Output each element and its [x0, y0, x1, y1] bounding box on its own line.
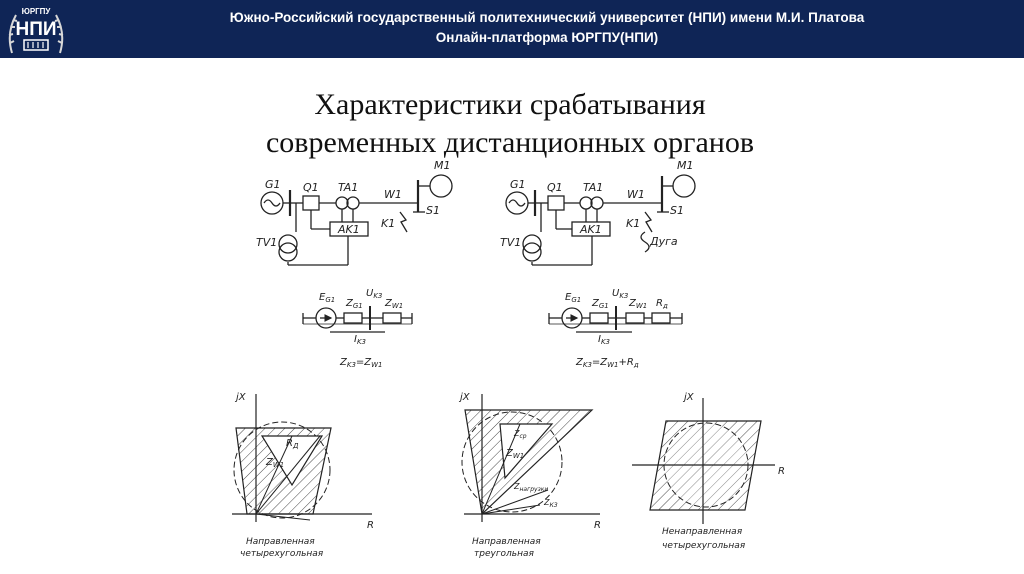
- svg-text:jX: jX: [460, 392, 470, 403]
- svg-text:IK3: $I_{K3}$: [354, 334, 366, 346]
- svg-text:Zнагрузки: $Z_{нагрузки}$: [514, 482, 549, 493]
- label-tv1: TV1: [256, 236, 278, 249]
- svg-text:R: R: [594, 520, 601, 531]
- label-g1: G1: [510, 178, 526, 191]
- label-g1: G1: [265, 178, 281, 191]
- label-m1: M1: [677, 159, 694, 172]
- label-q1: Q1: [547, 181, 563, 194]
- axis-x-label: R: [367, 520, 374, 531]
- svg-text:EG1: $E_{G1}$: [319, 292, 336, 304]
- label-ak1: AK1: [580, 223, 602, 236]
- svg-text:EG1: $E_{G1}$: [565, 292, 582, 304]
- svg-text:ZG1: $Z_{G1}$: [592, 298, 609, 310]
- characteristic-directional-quadrilateral: [232, 394, 372, 522]
- svg-text:треугольная: треугольная: [474, 549, 534, 559]
- label-ta1: TA1: [338, 181, 359, 194]
- svg-text:R: R: [778, 466, 785, 477]
- svg-text:четырехугольная: четырехугольная: [662, 541, 746, 551]
- svg-text:Направленная: Направленная: [472, 537, 541, 547]
- characteristic-directional-triangular: [462, 394, 600, 522]
- slide-title-line-2: современных дистанционных органов: [265, 126, 755, 159]
- logo-text-top: ЮРГПУ: [21, 7, 51, 16]
- svg-text:ZG1: $Z_{G1}$: [346, 298, 363, 310]
- header-university-name: Южно-Российский государственный политехнический университет (НПИ) имени М.И. Платова: [229, 10, 865, 25]
- svg-text:UK3: $U_{K3}$: [366, 288, 383, 300]
- label-arc: Дуга: [650, 235, 678, 248]
- svg-text:ZW1: $Z_{W1}$: [629, 298, 648, 310]
- svg-text:Rд: $R_д$: [656, 298, 668, 310]
- svg-text:Zср: $Z_{ср}$: [514, 429, 527, 440]
- slide-title-line-1: Характеристики срабатывания: [314, 88, 706, 121]
- label-s1: S1: [426, 204, 440, 217]
- label-q1: Q1: [303, 181, 319, 194]
- caption-line-2: четырехугольная: [240, 549, 324, 559]
- svg-text:ZКЗ: $Z_{КЗ}$: [544, 498, 558, 509]
- header-platform-name: Онлайн-платформа ЮРГПУ(НПИ): [435, 30, 659, 45]
- label-k1: K1: [626, 217, 641, 230]
- label-ta1: TA1: [583, 181, 604, 194]
- svg-text:ZW1: $Z_{W1}$: [506, 448, 525, 460]
- svg-text:UK3: $U_{K3}$: [612, 288, 629, 300]
- label-m1: M1: [434, 159, 451, 172]
- label-w1: W1: [384, 188, 402, 201]
- label-s1: S1: [670, 204, 684, 217]
- caption-line-1: Направленная: [246, 537, 315, 547]
- axis-y-label: jX: [236, 392, 246, 403]
- label-ak1: AK1: [338, 223, 360, 236]
- formula-right: $Z_{K3}=Z_{W1}+R_д$: [576, 357, 639, 369]
- label-w1: W1: [627, 188, 645, 201]
- logo-text-main: НПИ: [15, 19, 57, 40]
- svg-text:ZW1: $Z_{W1}$: [266, 457, 285, 469]
- characteristic-nondirectional-quadrilateral: [632, 398, 775, 524]
- svg-text:IK3: $I_{K3}$: [598, 334, 610, 346]
- svg-text:Ненаправленная: Ненаправленная: [662, 527, 743, 537]
- svg-text:RД: $R_Д$: [286, 438, 299, 450]
- equivalent-circuit-left-labels: [319, 288, 403, 369]
- formula-left: $Z_{K3}=Z_{W1}$: [340, 357, 383, 369]
- svg-text:ZW1: $Z_{W1}$: [385, 298, 404, 310]
- svg-text:jX: jX: [684, 392, 694, 403]
- label-k1: K1: [381, 217, 396, 230]
- label-tv1: TV1: [500, 236, 522, 249]
